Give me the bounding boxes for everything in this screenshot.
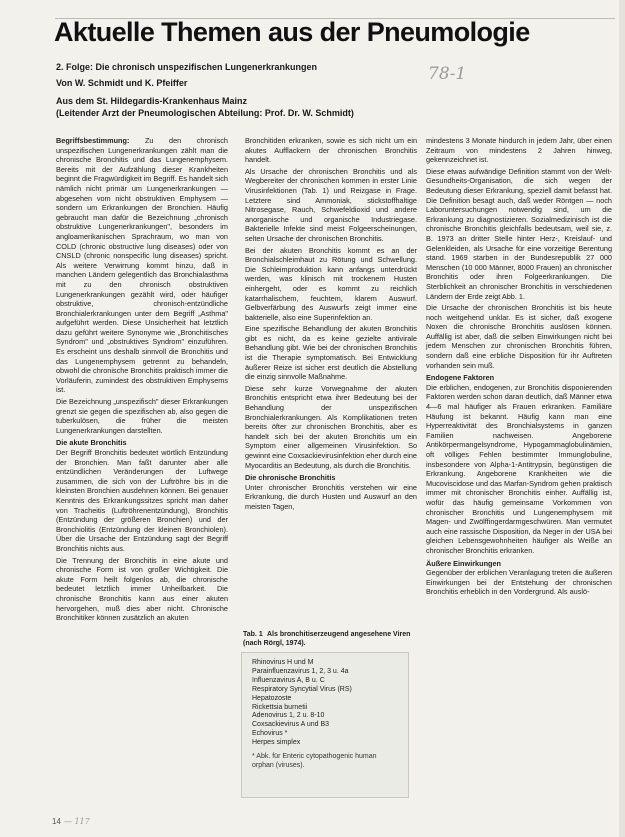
paragraph: Diese etwas aufwändige Definition stammt von der Welt-Gesundheits-Organisation, die sich wegen der Bedeutung dieser Erkrankung, speziell damit befasst hat. Die Definition besagt auch, daß weder Röntgen — noch Laboruntersuchungen notwendig sind, um die Erkrankung zu diagnostizieren. Sozialmedizinisch ist die chronische Bronchitis gleichfalls bedeutsam, weil sie, z. B. 1973 an dritter Stelle hinter Herz-, Kreislauf- und Gelenkleiden, als Ursache für eine vorzeitige Berentung stand. 1969 starben in der Bundesrepublik 27 000 Menschen (10 000 Männer, 8000 Frauen) an chronischer Bronchitis oder ihren Folgeerkrankungen. Die Sterblichkeit an chronischer Bronchitis in verschiedenen Ländern der Erde zeigt Abb. 1. <box>426 166 612 301</box>
scan-edge <box>619 0 625 837</box>
paragraph-text: Zu den chronisch unspezifischen Lungenerkrankungen zählt man die chronische Bronchitis und das Lungenemphysem. Bereits mit der Aufzählung dieser Krankheiten beginnt die Fragwürdigkeit im Begriff. Es handelt sich nämlich nicht primär um Lungenerkrankungen — abgesehen vom nicht obstruktiven Emphysem — sondern um Erkrankungen der Bronchien. Häufig gebraucht man dafür die Bezeichnung „chronisch obstruktive Lungenerkrankungen", besonders im angloamerikanischen Sprachraum, wo man von COLD (chronic obstructive lung diseases) oder von CNSLD (chronic nonspecific lung diseases) spricht. Als weitere Verwirrung kommt hinzu, daß in manchen Ländern gelegentlich das Bronchialasthma mit zu den chronisch obstruktiven Lungenerkrankungen gezählt wird, oder häufiger obstruktive, chronisch-entzündliche Bronchialerkrankungen unter dem Begriff „Asthma" aufgeführt werden. Diese Unsicherheit hat letztlich dazu geführt weitere Synonyme wie „Bronchitisches Syndrom" und „obstruktives Syndrom" einzuführen. Es erscheint uns deshalb sinnvoll die Bronchitis und das Lungenemphysem getrennt zu behandeln, obwohl die chronische Bronchitis praktisch immer die Vorläuferin, zumindest des obstruktiven Emphysems ist. <box>56 136 228 395</box>
section-heading: Endogene Faktoren <box>426 373 495 383</box>
list-item: Parainfluenzavirus 1, 2, 3 u. 4a <box>252 667 349 675</box>
article-subtitle: 2. Folge: Die chronisch unspezifischen Lungenerkrankungen <box>56 62 318 72</box>
paragraph: Unter chronischer Bronchitis verstehen wir eine Erkrankung, die durch Husten und Auswurf an den meisten Tagen, <box>245 482 417 511</box>
table-footnote: * Abk. für Enteric cytopathogenic human orphan (viruses). <box>252 753 377 769</box>
list-item: Hepatozoste <box>252 694 292 702</box>
page-footer <box>52 817 90 826</box>
term-lead: Begriffsbestimmung: <box>56 136 130 145</box>
text-column-2 <box>245 136 417 514</box>
list-item: Echovirus * <box>252 730 288 738</box>
article-affiliation-note: (Leitender Arzt der Pneumologischen Abteilung: Prof. Dr. W. Schmidt) <box>56 108 354 118</box>
paragraph <box>56 136 228 395</box>
paragraph: Bronchitiden erkranken, sowie es sich nicht um ein akutes Aufflackern der chronischen Bronchitis handelt. <box>245 136 417 165</box>
virus-list <box>242 653 408 771</box>
list-item: Respiratory Syncytial Virus (RS) <box>252 685 352 693</box>
handwritten-note: 78-1 <box>428 64 467 84</box>
section-heading: Die chronische Bronchitis <box>245 473 336 483</box>
paragraph: Die Bezeichnung „unspezifisch" dieser Erkrankungen grenzt sie gegen die spezifischen ab, also gegen die tuberkulösen, die früher die meisten Lungenerkrankungen darstellten. <box>56 397 228 435</box>
paragraph: Der Begriff Bronchitis bedeutet wörtlich Entzündung der Bronchien. Man faßt darunter aber alle entzündlichen Veränderungen der Luftwege zusammen, die sich von der Luftröhre bis in die kleinsten Bronchien ausdehnen können. Bei genauer Kenntnis des Erkrankungssitzes spricht man daher von Tracheitis (Luftröhrenentzündung), Bronchitis (Entzündung der größeren Bronchien) und der Bronchiolitis (Entzündung der kleinen Bronchiolen). Über die Ursache der Entzündung sagt der Begriff Bronchitis nichts aus. <box>56 448 228 553</box>
virus-table <box>241 652 409 798</box>
section-heading: Äußere Einwirkungen <box>426 558 502 568</box>
list-item: Rickettsia burnetii <box>252 703 308 711</box>
table-caption <box>243 630 419 648</box>
section-heading: Die akute Bronchitis <box>56 438 127 448</box>
table-caption-text: Als bronchitiserzeugend angesehene Viren (nach Rörgl, 1974). <box>243 631 411 647</box>
paragraph: Die Ursache der chronischen Bronchitis ist bis heute noch weitgehend unklar. Es ist sicher, daß exogene Noxen die chronische Bronchitis auslösen können. Auffällig ist aber, daß die selben Einwirkungen nicht bei jedem Menschen zur chronischen Bronchitis führen, sondern daß eine erbliche Disposition für ihr Auftreten vorhanden sein muß. <box>426 303 612 370</box>
list-item: Herpes simplex <box>252 739 301 747</box>
handwritten-page-note: — 117 <box>63 817 90 826</box>
paragraph: Die erblichen, endogenen, zur Bronchitis disponierenden Faktoren werden schon daran deutlich, daß Männer etwa 4—6 mal häufiger als Frauen erkranken. Familiäre Häufung ist bekannt. Häufig kann man eine Hyperreaktivität des Bronchialsystems in ganzen Familien nachweisen. Angeborene Antikörpermangelsyndrome, Hypogammaglobulinämien, oft völliges Fehlen bestimmter Immunglobuline, insbesondere von Alpha-1-Antitrypsin, begünstigen die Erkrankung. Angeborene Krankheiten wie die Mucoviscidose und das Marfan-Syndrom gehen praktisch immer mit chronischer Bronchitis einher. Auffällig ist, wofür das häufig gemeinsame Vorkommen von chronischer Bronchitis und Lungenemphysem mit Magen- und Zwölffingerdarmgeschwüren. Man vermutet auch eine rassische Disposition, da Neger in der USA bei gleichen Lebensgewohnheiten häufiger als Weiße an chronischer Bronchitis erkranken. <box>426 382 612 555</box>
article-affiliation: Aus dem St. Hildegardis-Krankenhaus Mainz <box>56 96 248 106</box>
text-column-3 <box>426 136 612 599</box>
paragraph: mindestens 3 Monate hindurch in jedem Jahr, über einen Zeitraum von mindestens 2 Jahren hinweg, gekennzeichnet ist. <box>426 136 612 165</box>
list-item: Coxsackievirus A und B3 <box>252 721 330 729</box>
list-item: Rhinovirus H und M <box>252 659 314 666</box>
list-item: Influenzavirus A, B u. C <box>252 676 325 684</box>
paragraph: Eine spezifische Behandlung der akuten Bronchitis gibt es nicht, da es keine gezielte antivirale Behandlung gibt. Wie bei der chronischen Bronchitis ist die Therapie symptomatisch. Bei Entwicklung äußerer Reize ist sicher erst deutlich die Abstellung die einzig sinnvolle Maßnahme. <box>245 324 417 382</box>
paragraph: Die Trennung der Bronchitis in eine akute und chronische Form ist von großer Wichtigkeit. Die akute Form heilt folgenlos ab, die chronische bedeutet letztlich immer Unheilbarkeit. Die chronische Bronchitis kann aus einer akuten hervorgehen, muß dies aber nicht. Chronische Bronchitiker können zusätzlich an akuten <box>56 555 228 623</box>
list-item: Adenovirus 1, 2 u. 8-10 <box>252 712 325 720</box>
table-number: Tab. 1 <box>243 631 263 638</box>
paragraph: Gegenüber der erblichen Veranlagung treten die äußeren Einwirkungen bei der Entstehung der chronischen Bronchitis erheblich in den Vordergrund. Als auslö- <box>426 568 612 597</box>
paragraph: Bei der akuten Bronchitis kommt es an der Bronchialschleimhaut zu Rötung und Schwellung. Die Schleimproduktion kann anfangs unterdrückt werden, was klinisch mit trockenem Husten einhergeht, oder es kommt zu reichlich katarrhalischem, feuchtem, klarem Auswurf. Gelbverfärbung des Auswurfs zeigt immer eine bakterielle, also eine Superinfektion an. <box>245 245 417 322</box>
text-column-1 <box>56 136 228 625</box>
page-number: 14 <box>52 817 61 826</box>
paragraph: Als Ursache der chronischen Bronchitis und als Wegbereiter der chronischen kommen in erster Linie Virusinfektionen (Tab. 1) und Reizgase in Frage. Letztere sind Ammoniak, stickstoffhaltige Nitrosegase, Rauch, Schwefeldioxid und andere anorganische und organische Industriegase. Bakterielle Infekte sind meist Folgeerscheinungen, selten Ursache der chronischen Bronchitis. <box>245 166 417 243</box>
paragraph: Diese sehr kurze Vorwegnahme der akuten Bronchitis entspricht etwa ihrer Bedeutung bei der Behandlung der unspezifischen Bronchialerkrankungen. Als Komplikationen treten bereits öfter zur chronischen Bronchitis, aber es handelt sich bei der akuten Bronchitis um ein Symptom einer allgemeinen Virusinfektion. So gewinnt eine Coxsackievirusinfektion eher durch eine Myocarditis an Bedeutung, als durch die Bronchitis. <box>245 383 417 470</box>
article-authors: Von W. Schmidt und K. Pfeiffer <box>56 78 188 88</box>
article-title: Aktuelle Themen aus der Pneumologie <box>54 17 530 47</box>
